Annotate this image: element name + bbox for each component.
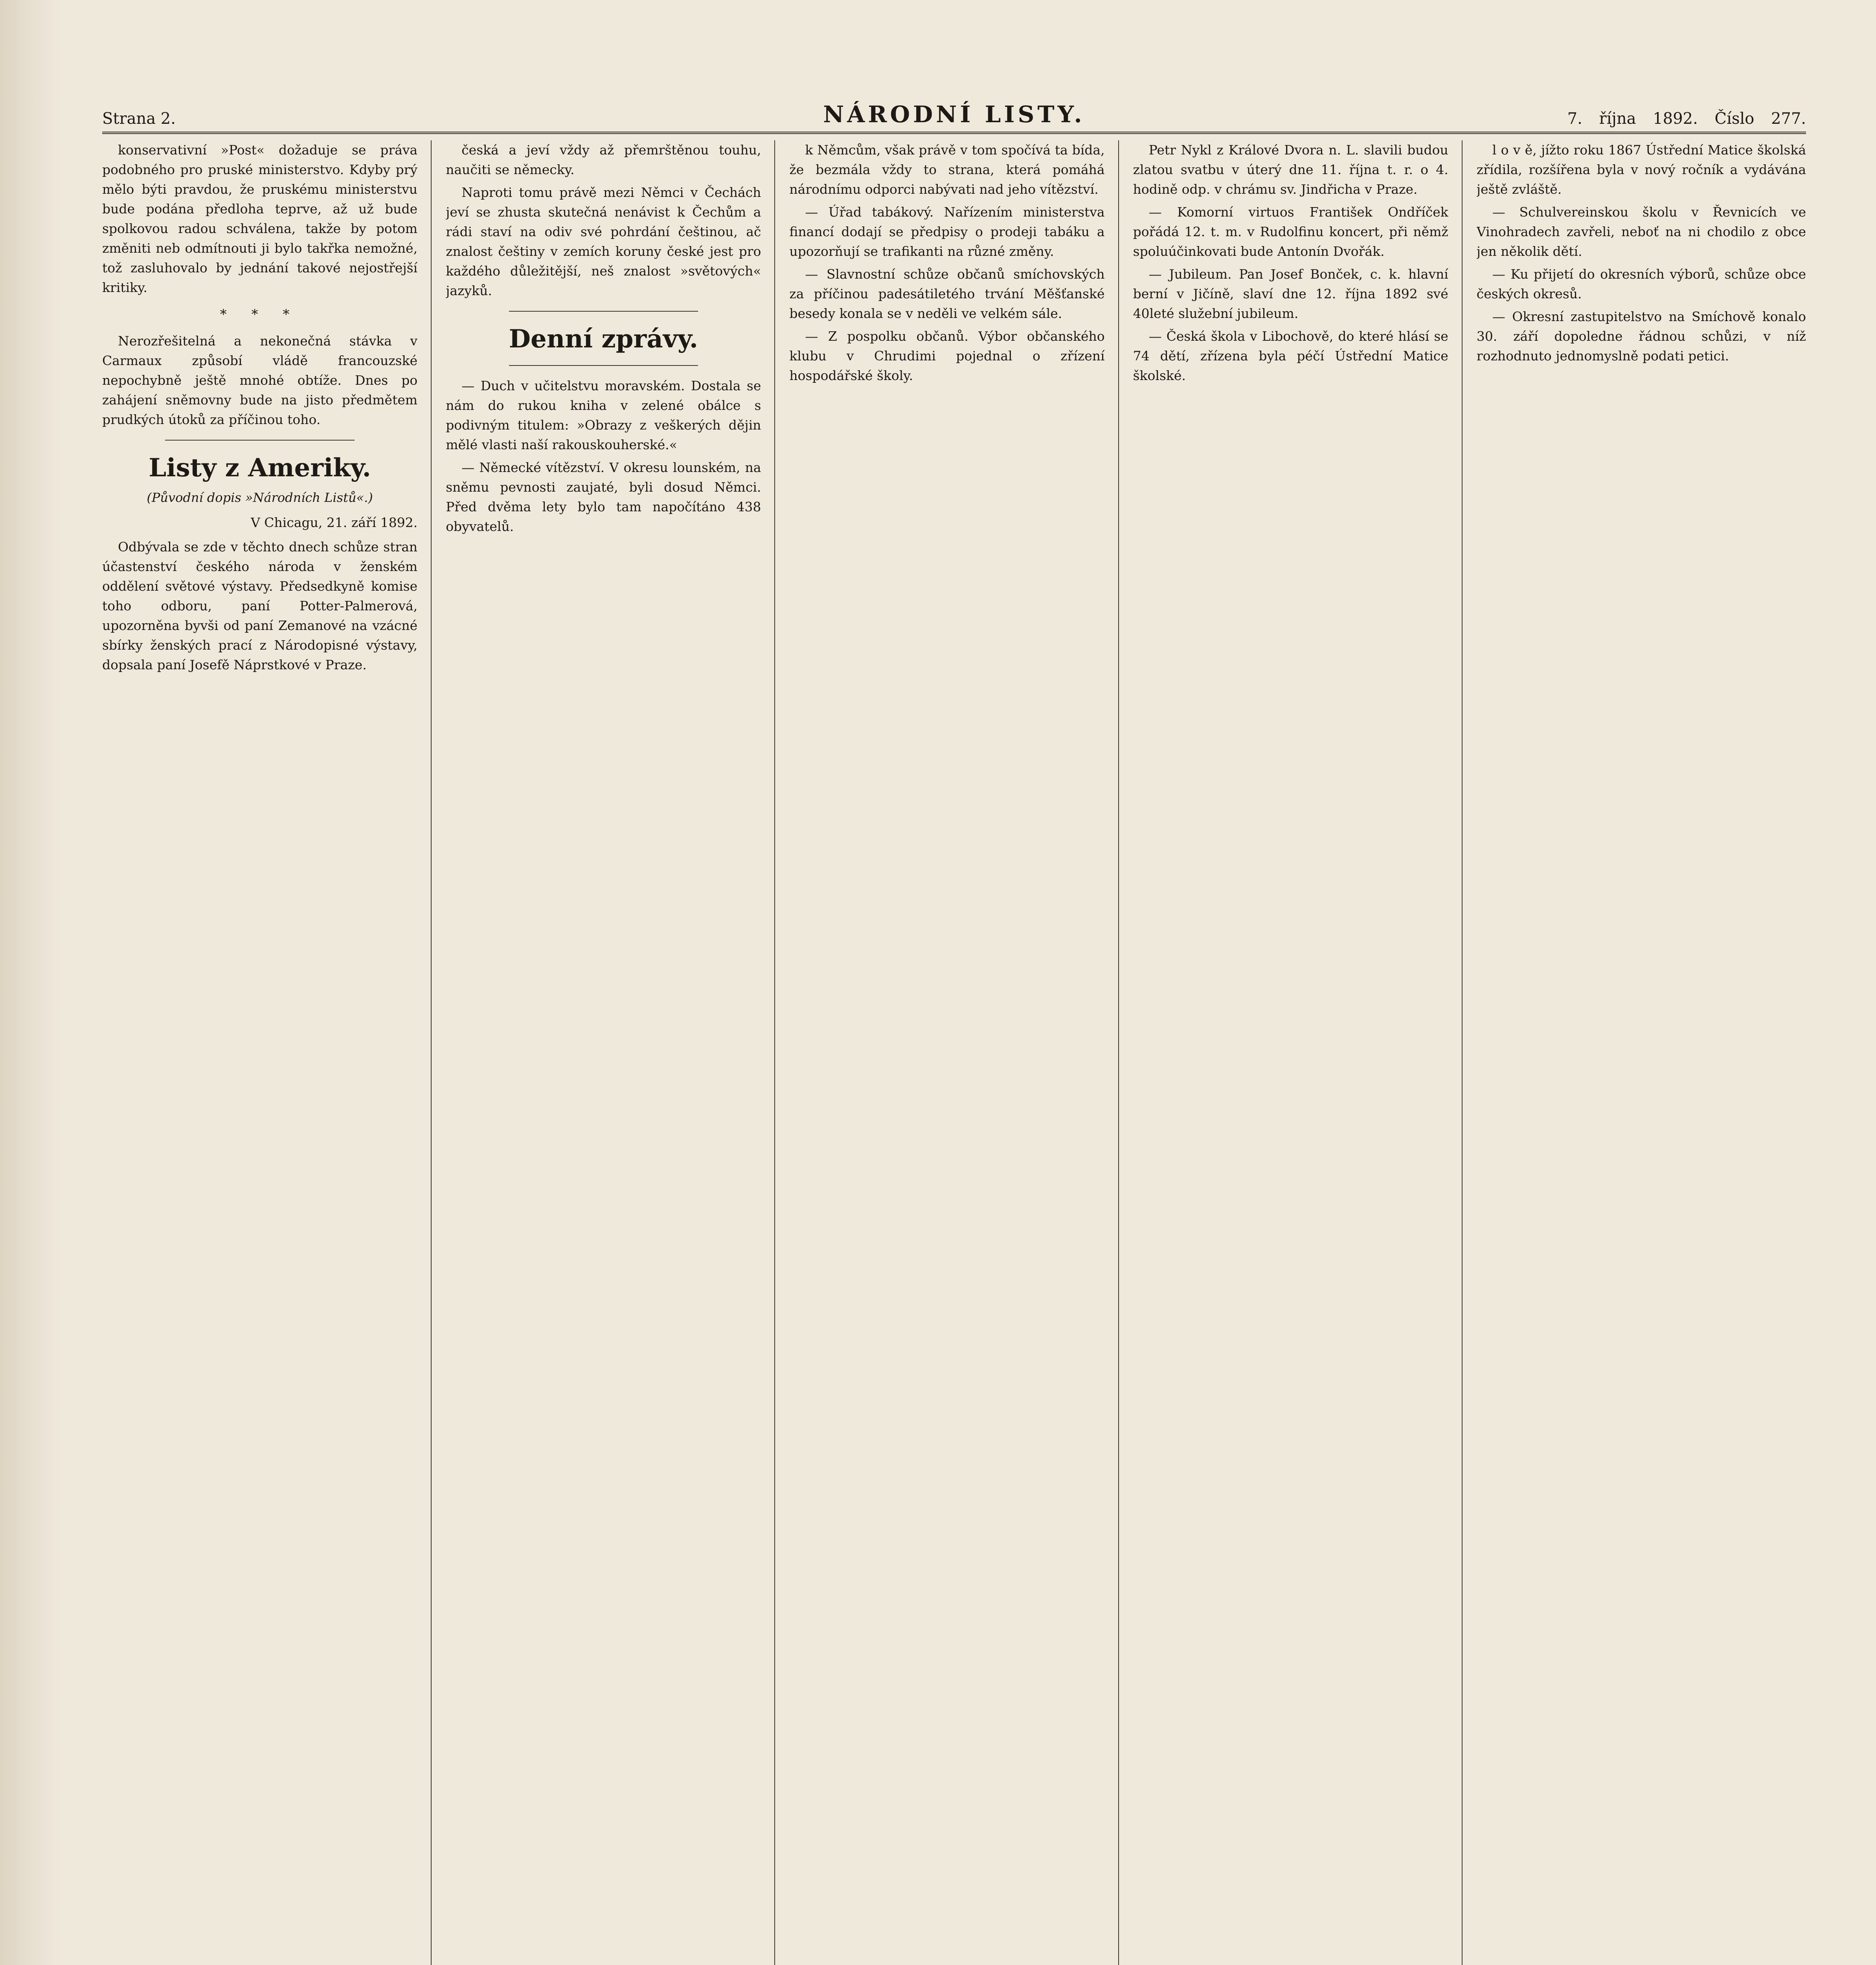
column-5 xyxy=(1477,140,1806,1965)
paragraph: konservativní »Post« dožaduje se práva podobného pro pruské ministerstvo. Kdyby prý mělo býti pravdou, že pruskému ministerstvu bude podána předloha teprve, až už bude spolkovou radou schválena, takže by potom změniti neb odmítnouti ji bylo takřka nemožné, tož zasluhovalo by jednání takové nejostřejší kritiky. xyxy=(102,142,418,295)
paragraph: — Komorní virtuos František Ondříček pořádá 12. t. m. v Rudolfinu koncert, při němž spoluúčinkovati bude Antonín Dvořák. xyxy=(1133,204,1448,259)
column-1 xyxy=(102,140,432,1965)
dateline: V Chicagu, 21. září 1892. xyxy=(250,515,418,530)
column-3 xyxy=(789,140,1119,1965)
issue-number: Číslo 277. xyxy=(1714,110,1806,128)
paragraph: — Úřad tabákový. Nařízením ministerstva financí dodají se předpisy o prodeji tabáku a upozorňují se trafikanti na různé změny. xyxy=(789,204,1105,259)
issue-date: 7. října 1892. xyxy=(1567,110,1698,128)
masthead xyxy=(102,96,1806,134)
column-2 xyxy=(446,140,775,1965)
paragraph: Nerozřešitelná a nekonečná stávka v Carmaux způsobí vládě francouzské nepochybně ještě mnohé obtíže. Dnes po zahájení sněmovny bude na jisto předmětem prudkých útoků za příčinou toho. xyxy=(102,333,418,427)
section-rule xyxy=(509,311,698,312)
page-binding-edge xyxy=(0,0,59,1965)
article-columns xyxy=(102,140,1806,1965)
paragraph: — Z pospolku občanů. Výbor občanského klubu v Chrudimi pojednal o zřízení hospodářské školy. xyxy=(789,329,1105,383)
paragraph: k Němcům, však právě v tom spočívá ta bída, že bezmála vždy to strana, která pomáhá národnímu odporci nabývati nad jeho vítězství. xyxy=(789,142,1105,197)
section-rule xyxy=(509,365,698,366)
paragraph: Petr Nykl z Králové Dvora n. L. slavili budou zlatou svatbu v úterý dne 11. října t. r. o 4. hodině odp. v chrámu sv. Jindřicha v Praze. xyxy=(1133,142,1448,197)
section-rule xyxy=(165,440,354,441)
column-4 xyxy=(1133,140,1463,1965)
paragraph: — Duch v učitelstvu moravském. Dostala se nám do rukou kniha v zelené obálce s podivným titulem: »Obrazy z veškerých dějin mělé vlasti naší rakouskouherské.« xyxy=(446,378,761,452)
section-heading: Denní zprávy. xyxy=(509,324,698,354)
issue-info xyxy=(1238,110,1806,128)
paragraph: Naproti tomu právě mezi Němci v Čechách jeví se zhusta skutečná nenávist k Čechům a rádi staví na odiv své pohrdání češtinou, ač znalost češtiny v zemích koruny české jest pro každého důležitější, neš znalost »světových« jazyků. xyxy=(446,185,761,298)
section-heading: Listy z Ameriky. xyxy=(149,453,371,483)
section-subheading: (Původní dopis »Národních Listů«.) xyxy=(147,490,373,505)
paragraph: — Česká škola v Libochově, do které hlásí se 74 dětí, zřízena byla péčí Ústřední Matice školské. xyxy=(1133,329,1448,383)
newspaper-title: NÁRODNÍ LISTY. xyxy=(823,101,1085,128)
paragraph: — Ku přijetí do okresních výborů, schůze obce českých okresů. xyxy=(1476,266,1806,301)
paragraph: — Jubileum. Pan Josef Bonček, c. k. hlavní berní v Jičíně, slaví dne 12. října 1892 své 40leté služební jubileum. xyxy=(1133,266,1448,321)
paragraph: Odbývala se zde v těchto dnech schůze stran účastenství českého národa v ženském oddělení světové výstavy. Předsedkyně komise toho odboru, paní Potter-Palmerová, upozorněna byvši od paní Zemanové na vzácné sbírky ženských prací z Národopisné výstavy, dopsala paní Josefě Náprstkové v Praze. xyxy=(102,539,418,672)
paragraph: — Slavnostní schůze občanů smíchovských za příčinou padesátiletého trvání Měšťanské besedy konala se v neděli ve velkém sále. xyxy=(789,266,1105,321)
paragraph: česká a jeví vždy až přemrštěnou touhu, naučiti se německy. xyxy=(446,142,761,177)
paragraph: l o v ě, jížto roku 1867 Ústřední Matice školská zřídila, rozšířena byla v nový ročník a vydávána ještě zvláště. xyxy=(1476,142,1806,197)
paragraph: — Německé vítězství. V okresu lounském, na sněmu pevnosti zaujaté, byli dosud Němci. Před dvěma lety bylo tam napočítáno 438 obyvatelů. xyxy=(446,460,761,534)
section-separator: * * * xyxy=(220,307,300,322)
page-number: Strana 2. xyxy=(102,110,176,128)
paragraph: — Schulvereinskou školu v Řevnicích ve Vinohradech zavřeli, neboť na ni chodilo z obce jen několik dětí. xyxy=(1476,204,1806,259)
paragraph: — Okresní zastupitelstvo na Smíchově konalo 30. září dopoledne řádnou schůzi, v níž rozhodnuto jednomyslně podati petici. xyxy=(1476,309,1806,364)
